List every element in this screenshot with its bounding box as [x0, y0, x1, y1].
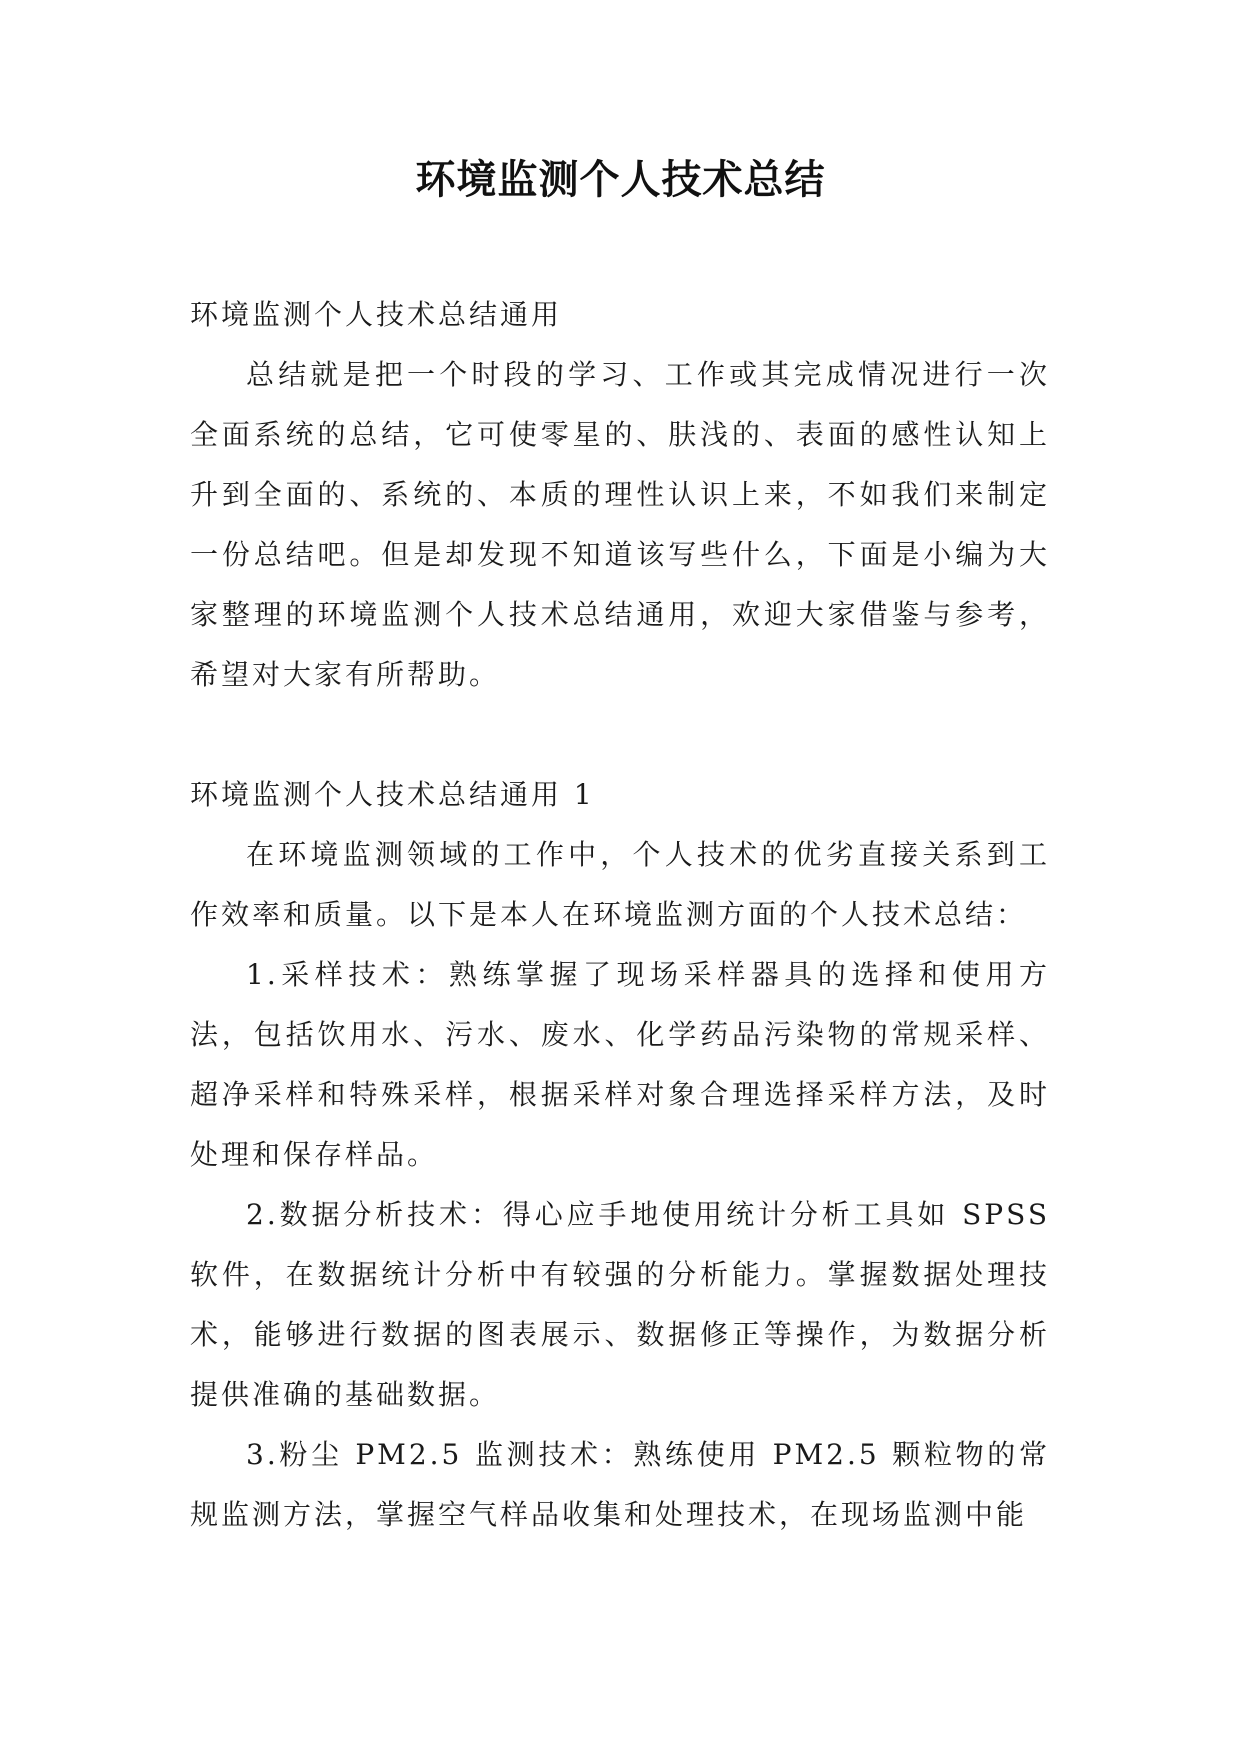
section1-item-pm25: 3.粉尘 PM2.5 监测技术：熟练使用 PM2.5 颗粒物的常规监测方法，掌握空气样品收集和处理技术，在现场监测中能 [190, 1438, 1050, 1531]
section1-heading: 环境监测个人技术总结通用 1 [190, 778, 595, 811]
section1-item-data-analysis: 2.数据分析技术：得心应手地使用统计分析工具如 SPSS 软件，在数据统计分析中有较强的分析能力。掌握数据处理技术，能够进行数据的图表展示、数据修正等操作，为数据分析提供准确的基础数据。 [190, 1198, 1050, 1411]
section-spacer [190, 705, 1050, 765]
intro-paragraph: 总结就是把一个时段的学习、工作或其完成情况进行一次全面系统的总结，它可使零星的、肤浅的、表面的感性认知上升到全面的、系统的、本质的理性认识上来，不如我们来制定一份总结吧。但是却发现不知道该写些什么，下面是小编为大家整理的环境监测个人技术总结通用，欢迎大家借鉴与参考，希望对大家有所帮助。 [190, 358, 1050, 691]
document-title: 环境监测个人技术总结 [415, 156, 826, 203]
section1-item-sampling: 1.采样技术：熟练掌握了现场采样器具的选择和使用方法，包括饮用水、污水、废水、化学药品污染物的常规采样、超净采样和特殊采样，根据采样对象合理选择采样方法，及时处理和保存样品。 [190, 958, 1050, 1171]
section1-paragraph-intro: 在环境监测领域的工作中，个人技术的优劣直接关系到工作效率和质量。以下是本人在环境监测方面的个人技术总结： [190, 838, 1050, 931]
document-body [190, 285, 1050, 1545]
intro-heading: 环境监测个人技术总结通用 [190, 298, 563, 331]
